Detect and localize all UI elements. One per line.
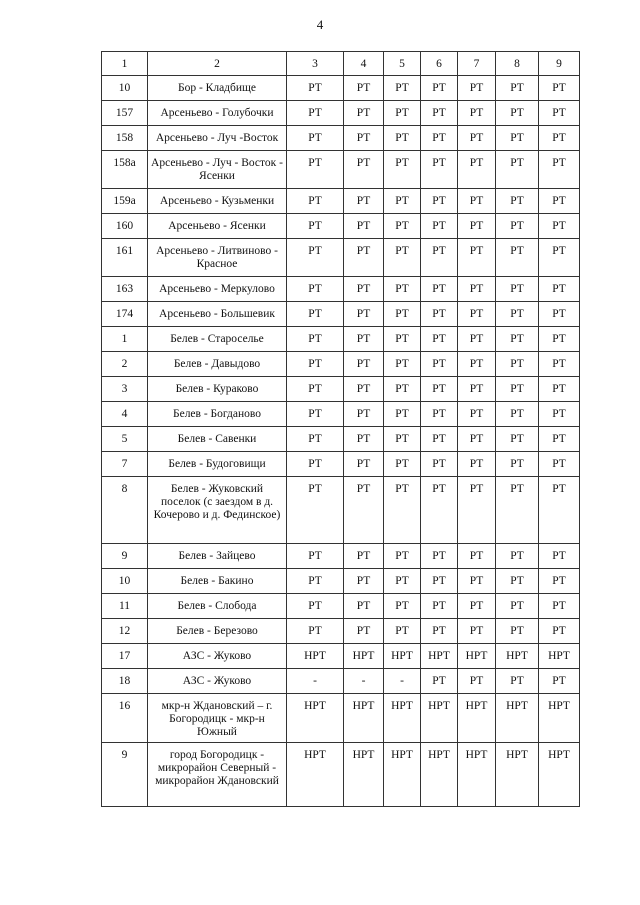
- status-cell: РТ: [384, 569, 421, 594]
- status-cell: РТ: [287, 569, 344, 594]
- status-cell: РТ: [421, 427, 458, 452]
- status-cell: РТ: [287, 477, 344, 544]
- status-cell: РТ: [496, 277, 539, 302]
- status-cell: НРТ: [458, 743, 496, 807]
- status-cell: РТ: [384, 452, 421, 477]
- route-number-cell: 12: [102, 619, 148, 644]
- status-cell: РТ: [384, 477, 421, 544]
- status-cell: РТ: [421, 126, 458, 151]
- status-cell: РТ: [458, 352, 496, 377]
- table-row: [102, 76, 580, 101]
- status-cell: РТ: [344, 594, 384, 619]
- status-cell: РТ: [344, 477, 384, 544]
- column-header: 2: [148, 52, 287, 76]
- status-cell: РТ: [421, 277, 458, 302]
- status-cell: РТ: [384, 189, 421, 214]
- column-header: 9: [539, 52, 580, 76]
- table-row: [102, 352, 580, 377]
- status-cell: НРТ: [287, 694, 344, 743]
- status-cell: РТ: [458, 327, 496, 352]
- table-row: [102, 214, 580, 239]
- table-row: [102, 239, 580, 277]
- route-number-cell: 8: [102, 477, 148, 544]
- status-cell: НРТ: [496, 644, 539, 669]
- status-cell: РТ: [421, 594, 458, 619]
- status-cell: НРТ: [539, 694, 580, 743]
- status-cell: РТ: [539, 151, 580, 189]
- route-table: [101, 51, 580, 807]
- column-header: 7: [458, 52, 496, 76]
- table-row: [102, 544, 580, 569]
- status-cell: РТ: [496, 427, 539, 452]
- status-cell: РТ: [384, 594, 421, 619]
- status-cell: РТ: [384, 427, 421, 452]
- status-cell: РТ: [421, 619, 458, 644]
- route-number-cell: 10: [102, 569, 148, 594]
- status-cell: РТ: [458, 101, 496, 126]
- status-cell: НРТ: [384, 694, 421, 743]
- status-cell: НРТ: [496, 694, 539, 743]
- status-cell: РТ: [496, 239, 539, 277]
- status-cell: РТ: [344, 544, 384, 569]
- route-name-cell: Арсеньево - Кузьменки: [148, 189, 287, 214]
- table-row: [102, 619, 580, 644]
- status-cell: РТ: [287, 427, 344, 452]
- status-cell: РТ: [496, 151, 539, 189]
- route-number-cell: 2: [102, 352, 148, 377]
- route-name-cell: Белев - Богданово: [148, 402, 287, 427]
- status-cell: РТ: [539, 126, 580, 151]
- status-cell: РТ: [458, 377, 496, 402]
- status-cell: РТ: [458, 302, 496, 327]
- status-cell: РТ: [287, 277, 344, 302]
- status-cell: НРТ: [539, 644, 580, 669]
- table-row: [102, 569, 580, 594]
- status-cell: НРТ: [539, 743, 580, 807]
- status-cell: РТ: [344, 452, 384, 477]
- route-name-cell: Арсеньево - Луч - Восток - Ясенки: [148, 151, 287, 189]
- status-cell: РТ: [421, 352, 458, 377]
- status-cell: РТ: [384, 377, 421, 402]
- status-cell: РТ: [458, 277, 496, 302]
- route-number-cell: 157: [102, 101, 148, 126]
- column-header: 5: [384, 52, 421, 76]
- status-cell: РТ: [344, 239, 384, 277]
- status-cell: РТ: [344, 126, 384, 151]
- table-row: [102, 126, 580, 151]
- status-cell: РТ: [287, 544, 344, 569]
- route-number-cell: 7: [102, 452, 148, 477]
- route-name-cell: Белев - Кураково: [148, 377, 287, 402]
- status-cell: РТ: [421, 452, 458, 477]
- table-row: [102, 151, 580, 189]
- status-cell: РТ: [344, 76, 384, 101]
- status-cell: РТ: [539, 427, 580, 452]
- status-cell: РТ: [496, 669, 539, 694]
- status-cell: РТ: [496, 477, 539, 544]
- status-cell: РТ: [539, 402, 580, 427]
- route-name-cell: Белев - Будоговищи: [148, 452, 287, 477]
- status-cell: РТ: [344, 214, 384, 239]
- route-number-cell: 9: [102, 544, 148, 569]
- route-name-cell: мкр-н Ждановский – г. Богородицк - мкр-н Южный: [148, 694, 287, 743]
- status-cell: РТ: [458, 619, 496, 644]
- status-cell: РТ: [458, 544, 496, 569]
- status-cell: РТ: [421, 239, 458, 277]
- status-cell: РТ: [287, 302, 344, 327]
- route-name-cell: АЗС - Жуково: [148, 669, 287, 694]
- status-cell: РТ: [539, 669, 580, 694]
- table-row: [102, 669, 580, 694]
- route-number-cell: 16: [102, 694, 148, 743]
- status-cell: РТ: [287, 76, 344, 101]
- status-cell: РТ: [458, 402, 496, 427]
- status-cell: РТ: [287, 239, 344, 277]
- status-cell: РТ: [287, 377, 344, 402]
- route-name-cell: Белев - Староселье: [148, 327, 287, 352]
- status-cell: РТ: [458, 214, 496, 239]
- status-cell: НРТ: [384, 743, 421, 807]
- route-name-cell: Белев - Савенки: [148, 427, 287, 452]
- status-cell: НРТ: [287, 644, 344, 669]
- status-cell: РТ: [539, 544, 580, 569]
- route-number-cell: 160: [102, 214, 148, 239]
- status-cell: РТ: [458, 669, 496, 694]
- table-row: [102, 477, 580, 544]
- status-cell: РТ: [421, 569, 458, 594]
- route-name-cell: Арсеньево - Голубочки: [148, 101, 287, 126]
- status-cell: РТ: [496, 402, 539, 427]
- status-cell: РТ: [496, 544, 539, 569]
- status-cell: РТ: [539, 569, 580, 594]
- status-cell: НРТ: [421, 644, 458, 669]
- route-number-cell: 158: [102, 126, 148, 151]
- route-number-cell: 163: [102, 277, 148, 302]
- status-cell: РТ: [344, 402, 384, 427]
- column-header: 4: [344, 52, 384, 76]
- status-cell: РТ: [344, 101, 384, 126]
- route-name-cell: город Богородицк - микрорайон Северный - микрорайон Ждановский: [148, 743, 287, 807]
- status-cell: РТ: [384, 327, 421, 352]
- status-cell: РТ: [384, 544, 421, 569]
- status-cell: НРТ: [344, 743, 384, 807]
- status-cell: РТ: [539, 214, 580, 239]
- status-cell: РТ: [421, 189, 458, 214]
- status-cell: РТ: [287, 101, 344, 126]
- status-cell: РТ: [344, 277, 384, 302]
- status-cell: РТ: [384, 76, 421, 101]
- status-cell: РТ: [287, 126, 344, 151]
- status-cell: РТ: [496, 101, 539, 126]
- status-cell: РТ: [287, 402, 344, 427]
- status-cell: РТ: [496, 377, 539, 402]
- status-cell: -: [344, 669, 384, 694]
- route-name-cell: Белев - Зайцево: [148, 544, 287, 569]
- status-cell: РТ: [287, 214, 344, 239]
- route-number-cell: 5: [102, 427, 148, 452]
- status-cell: НРТ: [384, 644, 421, 669]
- status-cell: РТ: [539, 619, 580, 644]
- status-cell: РТ: [496, 126, 539, 151]
- status-cell: РТ: [344, 569, 384, 594]
- status-cell: РТ: [287, 594, 344, 619]
- route-name-cell: Арсеньево - Луч -Восток: [148, 126, 287, 151]
- status-cell: РТ: [539, 327, 580, 352]
- status-cell: РТ: [344, 302, 384, 327]
- status-cell: РТ: [344, 427, 384, 452]
- status-cell: НРТ: [458, 644, 496, 669]
- status-cell: РТ: [539, 189, 580, 214]
- status-cell: РТ: [421, 544, 458, 569]
- table-row: [102, 743, 580, 807]
- status-cell: РТ: [287, 352, 344, 377]
- status-cell: -: [384, 669, 421, 694]
- route-name-cell: АЗС - Жуково: [148, 644, 287, 669]
- status-cell: РТ: [539, 452, 580, 477]
- table-row: [102, 644, 580, 669]
- table-row: [102, 101, 580, 126]
- status-cell: РТ: [539, 377, 580, 402]
- table-row: [102, 694, 580, 743]
- table-row: [102, 189, 580, 214]
- status-cell: РТ: [384, 402, 421, 427]
- route-number-cell: 18: [102, 669, 148, 694]
- status-cell: РТ: [344, 619, 384, 644]
- status-cell: РТ: [496, 189, 539, 214]
- status-cell: РТ: [539, 352, 580, 377]
- status-cell: РТ: [421, 101, 458, 126]
- status-cell: РТ: [421, 669, 458, 694]
- route-name-cell: Белев - Жуковский поселок (с заездом в д. Кочерово и д. Фединское): [148, 477, 287, 544]
- route-name-cell: Арсеньево - Литвиново - Красное: [148, 239, 287, 277]
- route-name-cell: Белев - Давыдово: [148, 352, 287, 377]
- route-number-cell: 10: [102, 76, 148, 101]
- status-cell: РТ: [496, 76, 539, 101]
- status-cell: РТ: [458, 76, 496, 101]
- status-cell: РТ: [496, 302, 539, 327]
- status-cell: РТ: [458, 126, 496, 151]
- status-cell: РТ: [421, 302, 458, 327]
- status-cell: РТ: [539, 101, 580, 126]
- status-cell: РТ: [496, 619, 539, 644]
- status-cell: РТ: [458, 189, 496, 214]
- status-cell: РТ: [287, 452, 344, 477]
- table-row: [102, 302, 580, 327]
- status-cell: РТ: [287, 151, 344, 189]
- status-cell: РТ: [344, 189, 384, 214]
- table-header-row: [102, 52, 580, 76]
- route-number-cell: 3: [102, 377, 148, 402]
- status-cell: РТ: [421, 377, 458, 402]
- column-header: 3: [287, 52, 344, 76]
- status-cell: РТ: [421, 151, 458, 189]
- status-cell: РТ: [458, 477, 496, 544]
- status-cell: РТ: [458, 239, 496, 277]
- status-cell: РТ: [496, 352, 539, 377]
- route-number-cell: 11: [102, 594, 148, 619]
- status-cell: РТ: [421, 402, 458, 427]
- route-number-cell: 159а: [102, 189, 148, 214]
- status-cell: РТ: [344, 327, 384, 352]
- route-number-cell: 161: [102, 239, 148, 277]
- column-header: 8: [496, 52, 539, 76]
- status-cell: РТ: [287, 189, 344, 214]
- status-cell: РТ: [421, 76, 458, 101]
- status-cell: РТ: [384, 619, 421, 644]
- table-row: [102, 402, 580, 427]
- route-number-cell: 1: [102, 327, 148, 352]
- status-cell: -: [287, 669, 344, 694]
- status-cell: РТ: [344, 151, 384, 189]
- status-cell: РТ: [458, 427, 496, 452]
- status-cell: РТ: [458, 594, 496, 619]
- route-name-cell: Арсеньево - Ясенки: [148, 214, 287, 239]
- status-cell: РТ: [496, 327, 539, 352]
- status-cell: РТ: [384, 151, 421, 189]
- table-row: [102, 594, 580, 619]
- route-number-cell: 9: [102, 743, 148, 807]
- table-row: [102, 327, 580, 352]
- status-cell: РТ: [539, 302, 580, 327]
- status-cell: РТ: [384, 214, 421, 239]
- route-number-cell: 4: [102, 402, 148, 427]
- status-cell: РТ: [496, 452, 539, 477]
- status-cell: РТ: [344, 377, 384, 402]
- status-cell: РТ: [496, 594, 539, 619]
- status-cell: РТ: [287, 619, 344, 644]
- status-cell: РТ: [421, 327, 458, 352]
- table-row: [102, 452, 580, 477]
- status-cell: РТ: [384, 239, 421, 277]
- route-name-cell: Арсеньево - Большевик: [148, 302, 287, 327]
- status-cell: РТ: [458, 151, 496, 189]
- status-cell: РТ: [344, 352, 384, 377]
- status-cell: НРТ: [344, 694, 384, 743]
- status-cell: РТ: [496, 569, 539, 594]
- table-row: [102, 277, 580, 302]
- status-cell: РТ: [458, 452, 496, 477]
- route-number-cell: 174: [102, 302, 148, 327]
- status-cell: РТ: [421, 477, 458, 544]
- status-cell: РТ: [539, 594, 580, 619]
- route-name-cell: Белев - Бакино: [148, 569, 287, 594]
- status-cell: РТ: [384, 277, 421, 302]
- status-cell: НРТ: [458, 694, 496, 743]
- column-header: 1: [102, 52, 148, 76]
- status-cell: РТ: [496, 214, 539, 239]
- route-name-cell: Бор - Кладбище: [148, 76, 287, 101]
- status-cell: НРТ: [287, 743, 344, 807]
- status-cell: РТ: [384, 126, 421, 151]
- route-name-cell: Белев - Березово: [148, 619, 287, 644]
- status-cell: РТ: [384, 302, 421, 327]
- route-number-cell: 17: [102, 644, 148, 669]
- table-row: [102, 427, 580, 452]
- route-name-cell: Белев - Слобода: [148, 594, 287, 619]
- status-cell: РТ: [539, 76, 580, 101]
- column-header: 6: [421, 52, 458, 76]
- status-cell: РТ: [539, 277, 580, 302]
- status-cell: РТ: [458, 569, 496, 594]
- route-name-cell: Арсеньево - Меркулово: [148, 277, 287, 302]
- status-cell: РТ: [384, 352, 421, 377]
- status-cell: РТ: [539, 477, 580, 544]
- status-cell: РТ: [287, 327, 344, 352]
- route-number-cell: 158а: [102, 151, 148, 189]
- status-cell: НРТ: [421, 743, 458, 807]
- status-cell: РТ: [539, 239, 580, 277]
- status-cell: РТ: [421, 214, 458, 239]
- status-cell: НРТ: [344, 644, 384, 669]
- status-cell: НРТ: [421, 694, 458, 743]
- status-cell: НРТ: [496, 743, 539, 807]
- table-row: [102, 377, 580, 402]
- page-number: 4: [316, 17, 324, 32]
- status-cell: РТ: [384, 101, 421, 126]
